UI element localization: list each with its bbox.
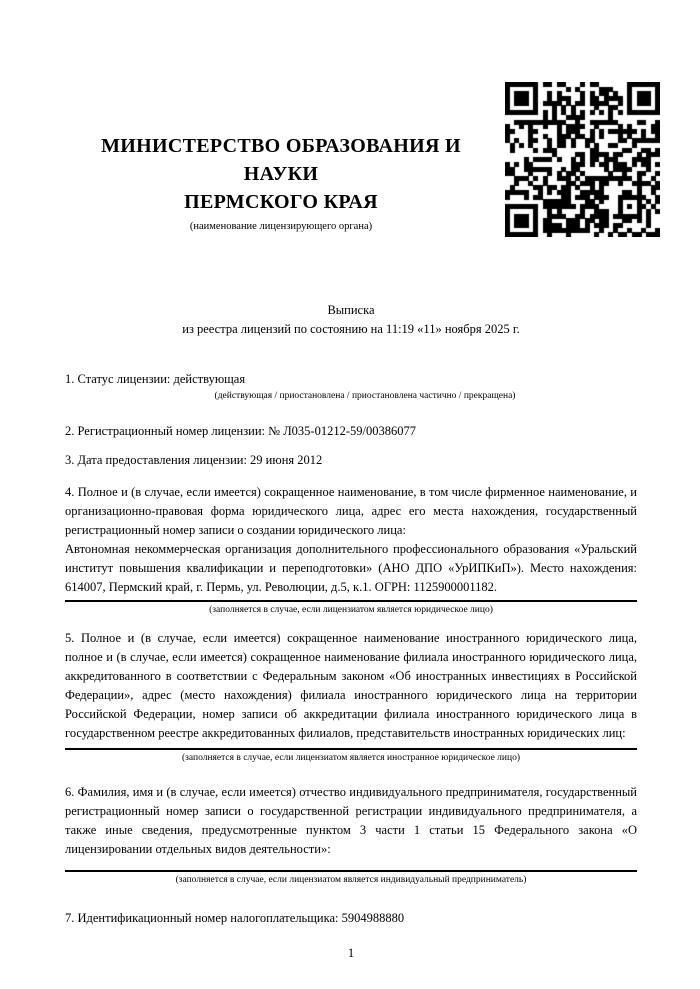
qr-code [505, 82, 660, 237]
item-3-license-date: 3. Дата предоставления лицензии: 29 июня 2012 [65, 453, 323, 467]
divider [65, 748, 637, 750]
item-2-registration-number: 2. Регистрационный номер лицензии: № Л035-01212-59/00386077 [65, 424, 416, 438]
item-6-individual-entrepreneur: 6. Фамилия, имя и (в случае, если имеется) отчество индивидуального предпринимателя, государственный регистрационный номер записи о государственной регистрации индивидуального предпринимателя, а также иные сведения, предусмотренные пунктом 3 части 1 статьи 15 Федерального закона «О лицензировании отдельных видов деятельности»: [65, 785, 637, 856]
item-1-caption: (действующая / приостановлена / приостановлена частично / прекращена) [214, 391, 516, 401]
divider [65, 870, 637, 872]
ministry-name-line1: МИНИСТЕРСТВО ОБРАЗОВАНИЯ И НАУКИ [101, 135, 461, 185]
item-7-taxpayer-number: 7. Идентификационный номер налогоплательщика: 5904988880 [65, 911, 405, 925]
item-4-value: Автономная некоммерческая организация дополнительного профессионального образования «Уральский институт повышения квалификации и переподготовки» (АНО ДПО «УрИПКиП»). Место нахождения: 614007, Пермский край, г. Пермь, ул. Революции, д.5, к.1. ОГРН: 1125900001182. [65, 542, 637, 594]
title-line1: Выписка [327, 303, 375, 317]
licensing-authority-caption: (наименование лицензирующего органа) [189, 221, 373, 232]
item-4-caption: (заполняется в случае, если лицензиатом является юридическое лицо) [209, 605, 493, 615]
item-4-legal-entity [65, 483, 637, 597]
document-header [65, 0, 660, 237]
document-title [65, 301, 637, 339]
item-5-foreign-entity: 5. Полное и (в случае, если имеется) сокращенное наименование иностранного юридического лица, полное и (в случае, если имеется) сокращенное наименование филиала иностранного юридического лица, аккредитованного в соответствии с Федеральным законом «Об иностранных инвестициях в Российской Федерации», адрес (место нахождения) филиала иностранного юридического лица на территории Российской Федерации, номер записи об аккредитации филиала иностранного юридического лица в государственном реестре аккредитованных филиалов, представительств иностранных юридических лиц: [65, 631, 637, 740]
ministry-name-line2: ПЕРМСКОГО КРАЯ [184, 191, 378, 213]
divider [65, 600, 637, 602]
item-5-caption: (заполняется в случае, если лицензиатом является иностранное юридическое лицо) [182, 753, 520, 763]
title-line2: из реестра лицензий по состоянию на 11:19 «11» ноября 2025 г. [182, 322, 520, 336]
page-number: 1 [347, 946, 355, 960]
licensing-authority-block [65, 82, 505, 232]
item-6-caption: (заполняется в случае, если лицензиатом является индивидуальный предприниматель) [175, 875, 527, 885]
item-1-license-status: 1. Статус лицензии: действующая [65, 372, 246, 386]
item-4-intro: 4. Полное и (в случае, если имеется) сокращенное наименование, в том числе фирменное наименование, и организационно-правовая форма юридического лица, адрес его места нахождения, государственный регистрационный номер записи о создании юридического лица: [65, 485, 637, 537]
